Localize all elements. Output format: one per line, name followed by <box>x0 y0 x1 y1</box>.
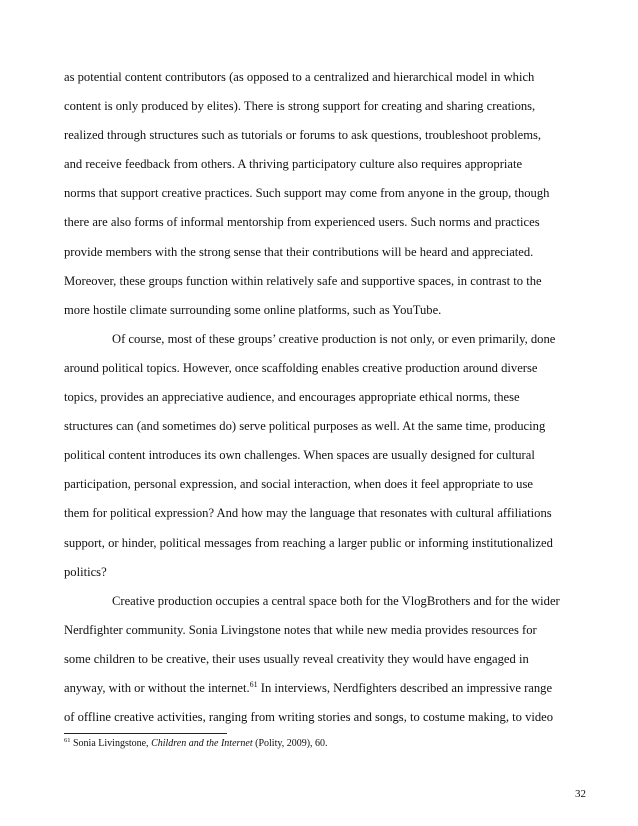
paragraph-2 <box>64 325 584 587</box>
text-line: Creative production occupies a central space both for the VlogBrothers and for the wider <box>112 593 560 608</box>
footnote <box>64 737 328 750</box>
text-line <box>64 674 584 703</box>
paragraph-3 <box>64 587 584 732</box>
text-line: and receive feedback from others. A thriving participatory culture also requires appropriate <box>64 157 523 172</box>
text-line: as potential content contributors (as opposed to a centralized and hierarchical model in which <box>64 70 535 84</box>
footnote-divider <box>64 733 227 734</box>
text-line: provide members with the strong sense that their contributions will be heard and appreciated. <box>64 244 534 259</box>
text-line: topics, provides an appreciative audience, and encourages appropriate ethical norms, these <box>64 390 520 405</box>
text-line: Of course, most of these groups’ creative production is not only, or even primarily, done <box>112 331 556 346</box>
text-line: more hostile climate surrounding some online platforms, such as YouTube. <box>64 302 442 317</box>
text-fragment: In interviews, Nerdfighters described an impressive range <box>257 680 553 695</box>
text-line: structures can (and sometimes do) serve political purposes as well. At the same time, producing <box>64 419 546 434</box>
text-line: participation, personal expression, and social interaction, when does it feel appropriate to use <box>64 477 533 492</box>
footnote-reference[interactable]: 61 <box>249 679 258 689</box>
page-number: 32 <box>575 788 586 800</box>
text-line: norms that support creative practices. Such support may come from anyone in the group, though <box>64 186 550 201</box>
text-fragment: anyway, with or without the internet. <box>64 680 250 695</box>
text-line: Moreover, these groups function within relatively safe and supportive spaces, in contrast to the <box>64 273 542 288</box>
text-line: some children to be creative, their uses usually reveal creativity they would have engaged in <box>64 651 529 666</box>
text-line: around political topics. However, once scaffolding enables creative production around diverse <box>64 360 538 375</box>
footnote-citation: (Polity, 2009), 60. <box>252 738 328 749</box>
text-line: political content introduces its own challenges. When spaces are usually designed for cultural <box>64 448 535 463</box>
text-line: Nerdfighter community. Sonia Livingstone notes that while new media provides resources for <box>64 622 537 637</box>
text-line: realized through structures such as tutorials or forums to ask questions, troubleshoot problems, <box>64 128 542 143</box>
footnote-title: Children and the Internet <box>151 738 253 749</box>
text-line: support, or hinder, political messages from reaching a larger public or informing institutionalized <box>64 535 553 550</box>
text-line: of offline creative activities, ranging from writing stories and songs, to costume making, to video <box>64 710 554 725</box>
text-line: them for political expression? And how may the language that resonates with cultural affiliations <box>64 506 552 521</box>
paragraph-1 <box>64 63 584 325</box>
footnote-number: 61 <box>64 737 71 744</box>
text-line: there are also forms of informal mentorship from experienced users. Such norms and practices <box>64 215 540 230</box>
text-line: content is only produced by elites). There is strong support for creating and sharing creations, <box>64 99 536 114</box>
body-text <box>64 63 584 732</box>
footnote-author: Sonia Livingstone, <box>70 738 152 749</box>
text-line: politics? <box>64 564 107 579</box>
